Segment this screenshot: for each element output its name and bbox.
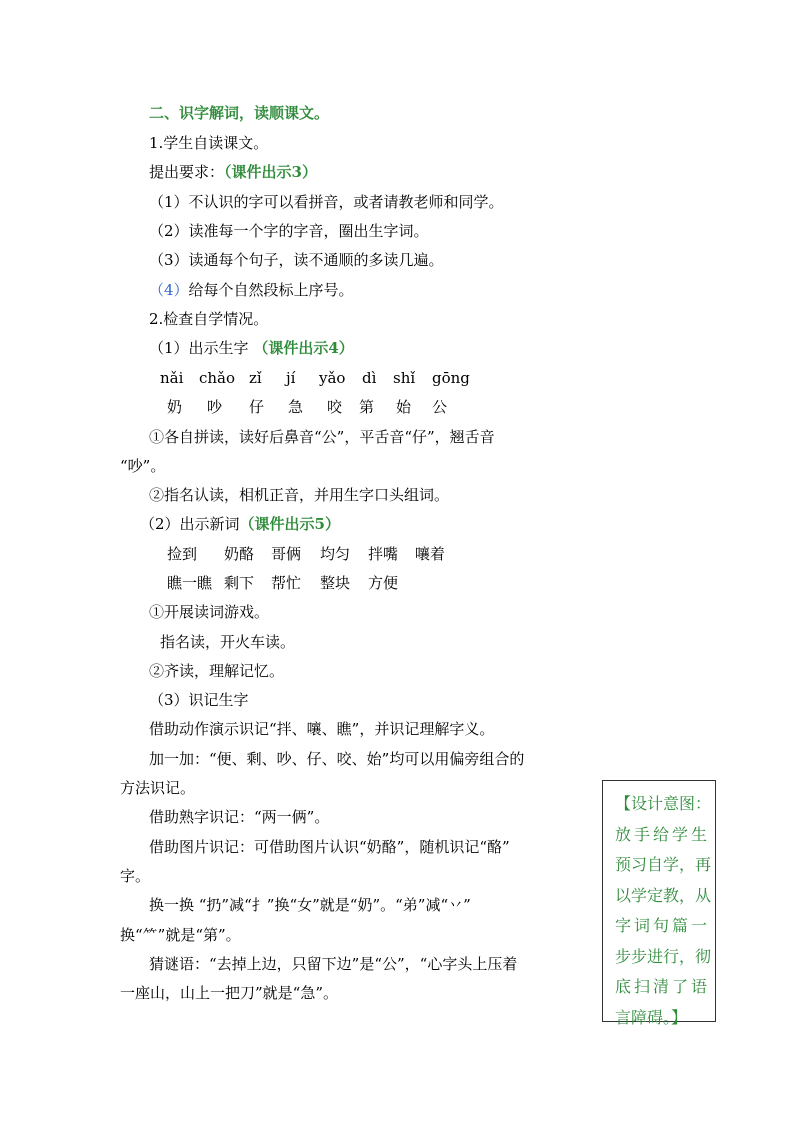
new-word: 捡到 <box>167 545 198 563</box>
pinyin-item: jí <box>286 369 296 387</box>
pinyin-item: shǐ <box>393 369 416 387</box>
remember-3: 借助熟字识记：“两一俩”。 <box>149 808 330 826</box>
new-char: 急 <box>288 398 304 416</box>
words-row-1 <box>0 544 794 564</box>
new-word: 瞧一瞧 <box>167 574 213 592</box>
remember-6a: 猜谜语：“去掉上边，只留下边”是“公”，“心字头上压着 <box>149 955 518 973</box>
new-char: 仔 <box>249 398 265 416</box>
requirement-2: （2）读准每一个字的字音，圈出生字词。 <box>149 222 429 240</box>
section-title: 二、识字解词，读顺课文。 <box>149 104 330 122</box>
remember-2a: 加一加：“便、剩、吵、仔、咬、始”均可以用偏旁组合的 <box>149 750 525 768</box>
design-line: 步步进行，彻 <box>615 946 712 966</box>
new-word: 整块 <box>320 574 351 592</box>
remember-4b: 字。 <box>120 867 151 885</box>
step-1: 1.学生自读课文。 <box>149 134 269 152</box>
new-char: 吵 <box>207 398 223 416</box>
new-char: 第 <box>359 398 375 416</box>
show-words-prefix: （2）出示新词 <box>140 515 240 533</box>
show-chars-ref: （课件出示4） <box>253 339 354 357</box>
pinyin-item: gōng <box>432 369 470 387</box>
design-line: 底扫清了语 <box>615 977 707 996</box>
design-line: 预习自学，再 <box>615 855 712 874</box>
new-char: 奶 <box>167 398 183 416</box>
remember-1: 借助动作演示识记“拌、嚷、瞧”，并识记理解字义。 <box>149 720 495 738</box>
game-1: ①开展读词游戏。 <box>149 603 270 621</box>
design-line: 字词句篇一 <box>615 916 707 935</box>
remember-5a: 换一换 “扔”减“扌”换“女”就是“奶”。“弟”减“丷” <box>149 896 471 914</box>
step-2: 2.检查自学情况。 <box>149 310 269 328</box>
remember-2b: 方法识记。 <box>120 779 196 797</box>
requirement-ref: （课件出示3） <box>224 163 317 181</box>
new-word: 嚷着 <box>415 545 446 563</box>
new-char: 咬 <box>327 398 343 416</box>
char-row <box>0 397 794 417</box>
new-char: 公 <box>432 398 448 416</box>
show-chars-line <box>149 338 354 358</box>
note-2: ②指名认读，相机正音，并用生字口头组词。 <box>149 486 450 504</box>
requirement-4-number: （4） <box>149 281 189 299</box>
note-1b: “吵”。 <box>120 457 166 475</box>
requirement-1: （1）不认识的字可以看拼音，或者请教老师和同学。 <box>149 193 504 211</box>
design-line: 以学定教，从 <box>615 885 712 905</box>
pinyin-item: dì <box>362 369 377 387</box>
remember-4a: 借助图片识记：可借助图片认识“奶酪”，随机识记“酪” <box>149 838 510 856</box>
pinyin-item: chǎo <box>199 369 236 387</box>
words-row-2 <box>0 573 794 593</box>
requirement-4 <box>149 280 354 300</box>
requirement-line <box>149 162 317 182</box>
design-line: 放手给学生 <box>615 824 707 844</box>
remember-5b: 换“⺮”就是“第”。 <box>120 926 241 944</box>
pinyin-item: yǎo <box>319 369 346 387</box>
game-1-detail: 指名读，开火车读。 <box>160 633 296 651</box>
note-1a: ①各自拼读，读好后鼻音“公”，平舌音“仔”，翘舌音 <box>149 428 495 446</box>
game-2: ②齐读，理解记忆。 <box>149 662 285 680</box>
design-intent-box <box>602 780 716 1027</box>
design-line: 【设计意图： <box>615 794 712 813</box>
new-word: 帮忙 <box>271 574 302 592</box>
requirement-4-text: 给每个自然段标上序号。 <box>188 281 354 299</box>
pinyin-row <box>0 368 794 388</box>
remember-title: （3）识记生字 <box>149 691 249 709</box>
pinyin-item: zǐ <box>249 369 262 387</box>
new-word: 剩下 <box>224 574 255 592</box>
new-word: 均匀 <box>320 545 351 563</box>
new-word: 方便 <box>368 574 399 592</box>
new-word: 奶酪 <box>224 545 255 563</box>
new-char: 始 <box>396 398 412 416</box>
new-word: 拌嘴 <box>368 545 399 563</box>
pinyin-item: nǎi <box>160 369 184 387</box>
show-words-line <box>140 514 340 534</box>
show-chars-prefix: （1）出示生字 <box>149 339 254 357</box>
remember-6b: 一座山，山上一把刀”就是“急”。 <box>120 984 339 1002</box>
new-word: 哥俩 <box>271 545 302 563</box>
requirement-3: （3）读通每个句子，读不通顺的多读几遍。 <box>149 251 444 269</box>
design-line: 言障碍。】 <box>615 1007 688 1027</box>
show-words-ref: （课件出示5） <box>239 515 340 533</box>
requirement-prefix: 提出要求： <box>149 163 225 181</box>
